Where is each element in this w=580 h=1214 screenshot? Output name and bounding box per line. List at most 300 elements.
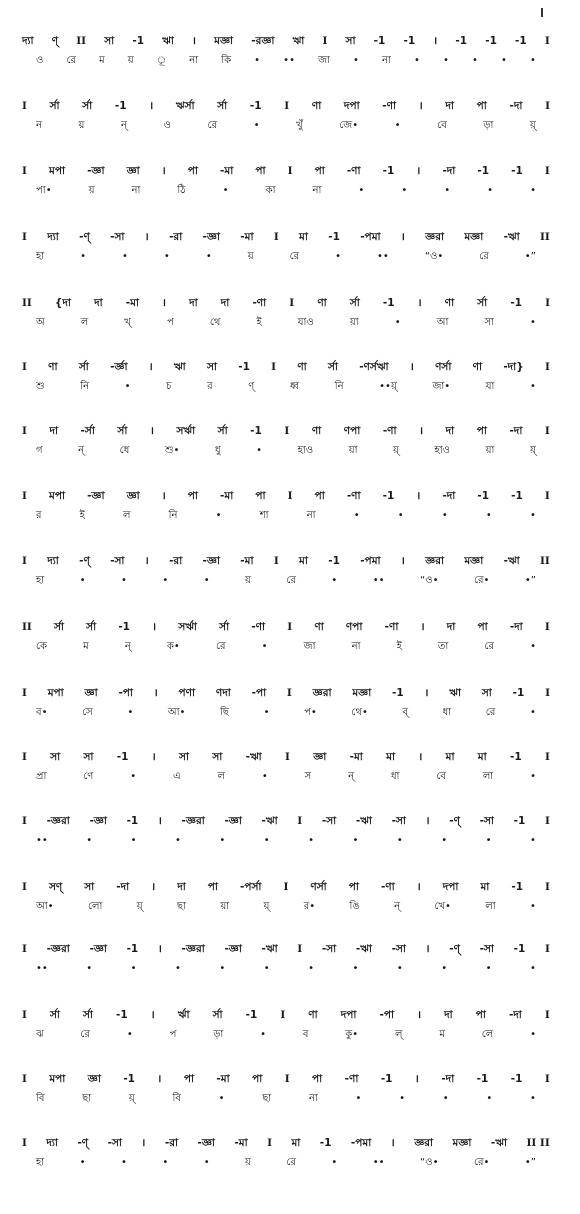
swara-note: জ্ঞা [84, 687, 98, 699]
swara-note: -জ্ঞা [89, 943, 107, 955]
swara-note: দা [445, 100, 454, 112]
lyric-line [22, 704, 550, 722]
lyric-syllable: রে [286, 575, 296, 586]
swara-note: পা [255, 490, 266, 502]
bar-line: । [151, 881, 156, 893]
swara-note: -মা [240, 555, 254, 567]
lyric-syllable: য়্ [128, 1093, 135, 1104]
swara-note: -1 [510, 1073, 523, 1085]
swara-note: -রজ্ঞা [251, 35, 275, 47]
bar-line: I [544, 35, 550, 47]
lyric-syllable: • [215, 510, 222, 521]
swara-note: -1 [249, 100, 262, 112]
swara-line [22, 1068, 550, 1090]
lyric-syllable: ও [163, 120, 171, 131]
bar-line: । [409, 361, 414, 373]
lyric-syllable: • [86, 963, 93, 974]
swara-note: ঋা [292, 35, 305, 47]
swara-line [22, 1004, 550, 1026]
swara-note: সা [481, 687, 492, 699]
swara-line [22, 746, 550, 768]
swara-note: ণা [444, 297, 455, 309]
swara-note: র্সা [217, 425, 228, 437]
lyric-syllable: শা [259, 510, 269, 521]
lyric-line [22, 898, 550, 916]
bar-line: I [22, 815, 27, 827]
notation-system [22, 356, 550, 400]
lyric-syllable: • [86, 835, 93, 846]
lyric-syllable: ব [302, 1029, 309, 1040]
bar-line: I [283, 881, 289, 893]
swara-note: -পর্সা [239, 881, 262, 893]
swara-note: -দা [508, 1009, 522, 1021]
swara-note: -জ্ঞরা [181, 815, 205, 827]
swara-note: জ্ঞরা [414, 1137, 434, 1149]
lyric-syllable: য় [245, 575, 251, 586]
bar-line: । [418, 100, 423, 112]
lyric-syllable: খুঁ [296, 120, 303, 131]
lyric-syllable: ণে [83, 771, 94, 782]
swara-note: -1 [123, 1073, 135, 1085]
swara-line [22, 876, 550, 898]
lyric-syllable: য়্ [263, 901, 270, 912]
swara-note: -সা [479, 943, 494, 955]
bar-line: । [150, 1009, 155, 1021]
bar-line: I [544, 490, 550, 502]
bar-line: I [284, 100, 290, 112]
swara-note: -সা [321, 943, 337, 955]
swara-note: -1 [382, 165, 395, 177]
swara-note: মজ্ঞা [464, 231, 484, 243]
lyric-syllable: • [122, 251, 128, 262]
lyric-syllable: • [441, 835, 448, 846]
lyric-syllable: হাও [297, 445, 314, 456]
lyric-syllable: • [358, 185, 365, 196]
swara-note: পা [312, 1073, 323, 1085]
lyric-syllable: • [530, 641, 536, 652]
swara-line [22, 938, 550, 960]
lyric-syllable: ণ্ [248, 381, 255, 392]
notation-system [22, 226, 550, 270]
bar-line: । [416, 490, 421, 502]
swara-note: -মা [220, 490, 234, 502]
bar-line: । [416, 881, 421, 893]
lyric-syllable: • [353, 510, 360, 521]
bar-line: I [287, 621, 293, 633]
bar-line: । [152, 621, 157, 633]
swara-note: -মা [234, 1137, 248, 1149]
lyric-syllable: হাও [434, 445, 451, 456]
swara-note: দা [94, 297, 103, 309]
lyric-syllable: প• [304, 707, 317, 718]
swara-note: -ণা [382, 100, 397, 112]
swara-note: -ণ্ [79, 555, 90, 567]
swara-note: -মা [125, 297, 139, 309]
lyric-syllable: না [308, 1093, 318, 1104]
lyric-syllable: খ্ [124, 317, 131, 328]
lyric-syllable: ••য়্ [379, 381, 397, 392]
lyric-syllable: ড়া [213, 1029, 224, 1040]
bar-line: I [22, 687, 27, 699]
bar-line: । [425, 943, 430, 955]
lyric-syllable: র [36, 510, 42, 521]
bar-line: । [416, 165, 421, 177]
swara-note: -1 [382, 297, 395, 309]
bar-line: I [284, 1073, 290, 1085]
swara-note: সা [179, 751, 190, 763]
lyric-syllable: গ [36, 445, 43, 456]
swara-note: ণা [317, 297, 327, 309]
swara-note: -পা [379, 1009, 395, 1021]
swara-line [22, 292, 550, 314]
swara-note: -জ্ঞরা [46, 815, 70, 827]
lyric-syllable: ব্ [402, 707, 409, 718]
lyric-syllable: • [442, 55, 449, 66]
swara-note: -পা [251, 687, 267, 699]
swara-line [22, 616, 550, 638]
lyric-syllable: হা [36, 1157, 45, 1168]
notation-system [22, 420, 550, 464]
swara-note: -পমা [350, 1137, 372, 1149]
swara-note: -1 [513, 943, 526, 955]
swara-note: -1 [477, 490, 490, 502]
lyric-syllable: ধা [390, 771, 400, 782]
lyric-syllable: ব• [36, 707, 48, 718]
swara-note: -দা [442, 165, 456, 177]
swara-note: -1 [126, 943, 139, 955]
lyric-syllable: • [530, 1093, 536, 1104]
bar-line: I [284, 425, 290, 437]
swara-note: দ্যা [47, 555, 59, 567]
swara-note: -দা [442, 490, 456, 502]
swara-note: র্সা [117, 425, 128, 437]
lyric-syllable: সে [82, 707, 93, 718]
lyric-syllable: • [486, 1093, 493, 1104]
swara-line [22, 485, 550, 507]
bar-line: । [400, 555, 405, 567]
lyric-syllable: যা [485, 381, 495, 392]
lyric-syllable: লো [87, 901, 103, 912]
notation-system [22, 292, 550, 336]
lyric-syllable: • [352, 963, 359, 974]
bar-line: I [22, 943, 27, 955]
swara-note: -1 [319, 1137, 332, 1149]
bar-line: । [400, 231, 405, 243]
lyric-syllable: সা [484, 317, 494, 328]
lyric-syllable: ধা [442, 707, 452, 718]
swara-note: -জ্ঞা [87, 165, 105, 177]
lyric-syllable: • [487, 185, 494, 196]
bar-line: I [544, 815, 550, 827]
swara-note: -সা [107, 1137, 122, 1149]
lyric-syllable: য়া [485, 445, 495, 456]
bar-line: I [545, 297, 550, 309]
swara-note: জ্ঞা [87, 1073, 101, 1085]
lyric-syllable: ধু [214, 445, 221, 456]
swara-note: মজ্ঞা [214, 35, 234, 47]
lyric-syllable: কু• [345, 1029, 359, 1040]
swara-line [22, 30, 550, 52]
lyric-syllable: • [401, 185, 408, 196]
swara-note: -জ্ঞা [89, 815, 107, 827]
lyric-syllable: য় [78, 120, 85, 131]
bar-line: । [414, 1073, 419, 1085]
notation-system [22, 938, 550, 982]
lyric-syllable: • [79, 575, 86, 586]
lyric-syllable: “ও• [420, 575, 439, 586]
lyric-syllable: নি [168, 510, 178, 521]
margin-mark [541, 8, 543, 17]
swara-note: দা [177, 881, 186, 893]
lyric-syllable: য়া [348, 445, 358, 456]
lyric-syllable: • [260, 1029, 267, 1040]
swara-note: ণা [314, 621, 324, 633]
lyric-syllable: • [219, 835, 226, 846]
lyric-syllable: • [124, 381, 131, 392]
swara-note: ণদা [215, 687, 231, 699]
bar-line: । [425, 815, 430, 827]
bar-line: । [433, 35, 438, 47]
lyric-syllable: • [444, 185, 451, 196]
swara-note: র্ঋা [177, 1009, 190, 1021]
swara-note: সা [206, 361, 217, 373]
lyric-syllable: • [331, 575, 338, 586]
bar-line: । [161, 165, 166, 177]
lyric-syllable: কে [36, 641, 48, 652]
swara-note: ণা [297, 361, 307, 373]
swara-note: দা [444, 1009, 453, 1021]
swara-note: -পা [118, 687, 133, 699]
lyric-syllable: য়্ [529, 445, 536, 456]
swara-note: -ঋা [355, 943, 372, 955]
swara-note: -ঋা [261, 815, 278, 827]
lyric-syllable: • [529, 707, 536, 718]
swara-line [22, 160, 550, 182]
lyric-syllable: • [485, 510, 492, 521]
bar-line: I [544, 165, 550, 177]
notation-system [22, 550, 550, 594]
swara-note: মা [480, 881, 490, 893]
lyric-syllable: • [394, 120, 401, 131]
swara-note: -সা [110, 555, 125, 567]
lyric-syllable: ঠি [177, 185, 186, 196]
lyric-line [22, 314, 550, 332]
swara-note: -1 [403, 35, 416, 47]
swara-note: -1 [118, 621, 130, 633]
lyric-syllable: • [175, 835, 181, 846]
lyric-syllable: ই [256, 317, 262, 328]
lyric-syllable: শু• [164, 445, 180, 456]
swara-note: পা [314, 165, 325, 177]
swara-note: দপা [343, 100, 360, 112]
bar-line: I [287, 490, 293, 502]
lyric-syllable: ধ্ব [289, 381, 300, 392]
lyric-syllable: রে [66, 55, 77, 66]
swara-note: {দা [54, 297, 71, 309]
swara-note: -দা [509, 621, 523, 633]
bar-line: । [144, 231, 149, 243]
bar-line: I [22, 555, 27, 567]
lyric-syllable: প [169, 1029, 177, 1040]
lyric-syllable: • [219, 963, 226, 974]
lyric-syllable: ছা [262, 1093, 272, 1104]
notation-system [22, 95, 550, 139]
lyric-syllable: না [131, 185, 141, 196]
swara-note: -ণ্ [449, 943, 460, 955]
bar-line: II [539, 555, 550, 567]
swara-note: -ঋা [245, 751, 262, 763]
lyric-syllable: জে• [339, 120, 359, 131]
swara-note: -জ্ঞা [197, 1137, 215, 1149]
swara-note: -সা [110, 231, 125, 243]
swara-note: -দা [509, 425, 523, 437]
swara-note: -1 [250, 425, 262, 437]
bar-line: II II [526, 1137, 550, 1149]
swara-note: -ঋা [490, 1137, 507, 1149]
lyric-syllable: • [126, 1029, 133, 1040]
swara-note: -ঋা [503, 555, 520, 567]
lyric-syllable: • [485, 835, 492, 846]
lyric-syllable: য়্ [136, 901, 143, 912]
notation-system [22, 485, 550, 529]
lyric-syllable: • [394, 317, 401, 328]
lyric-syllable: • [263, 835, 270, 846]
swara-note: -মা [216, 1073, 230, 1085]
swara-note: পা [252, 1073, 263, 1085]
lyric-syllable: • [441, 510, 448, 521]
lyric-syllable: য়া [349, 317, 359, 328]
swara-note: পা [187, 165, 198, 177]
bar-line: I [544, 1009, 550, 1021]
bar-line: II [539, 231, 550, 243]
lyric-syllable: চ [166, 381, 172, 392]
swara-note: র্সা [78, 361, 89, 373]
lyric-syllable: য়্ [529, 120, 536, 131]
lyric-syllable: ল [217, 771, 225, 782]
swara-note: র্সা [217, 100, 228, 112]
swara-note: -সা [479, 815, 494, 827]
lyric-syllable: য় [247, 251, 254, 262]
lyric-syllable: হা [36, 575, 45, 586]
notation-system [22, 746, 550, 790]
swara-note: -1 [455, 35, 468, 47]
swara-note: ণা [472, 361, 483, 373]
swara-note: মপা [47, 687, 64, 699]
swara-line [22, 810, 550, 832]
bar-line: । [162, 297, 167, 309]
lyric-syllable: ল [80, 317, 89, 328]
lyric-syllable: জা [318, 55, 330, 66]
lyric-syllable: নি [80, 381, 90, 392]
lyric-syllable: ধে [119, 445, 130, 456]
bar-line: I [22, 1137, 27, 1149]
swara-note: ঋা [162, 35, 174, 47]
bar-line: । [424, 687, 429, 699]
bar-line: । [157, 1073, 162, 1085]
lyric-syllable: ন্ [121, 120, 127, 131]
swara-note: র্সা [327, 361, 338, 373]
lyric-syllable: • [471, 55, 478, 66]
swara-note: -ঋা [503, 231, 520, 243]
swara-note: -জ্ঞরা [181, 943, 205, 955]
lyric-syllable: • [130, 771, 137, 782]
swara-note: দ্যা [47, 231, 59, 243]
lyric-syllable: • [396, 963, 403, 974]
swara-note: মা [477, 751, 487, 763]
lyric-syllable: রে• [473, 575, 490, 586]
bar-line: I [544, 425, 550, 437]
lyric-line [22, 638, 550, 656]
lyric-syllable: • [530, 771, 536, 782]
lyric-syllable: শু [36, 381, 45, 392]
bar-line: । [417, 297, 422, 309]
lyric-syllable: • [203, 575, 210, 586]
swara-note: ণা [48, 361, 58, 373]
lyric-syllable: ই [396, 641, 402, 652]
lyric-syllable: • [261, 641, 268, 652]
lyric-syllable: • [441, 963, 448, 974]
swara-note: -ণা [384, 621, 399, 633]
bar-line: I [22, 231, 27, 243]
swara-note: ণ্ [51, 35, 59, 47]
swara-note: -1 [509, 751, 522, 763]
swara-note: জ্ঞরা [425, 231, 445, 243]
lyric-syllable: এ [173, 771, 181, 782]
bar-line: । [157, 815, 162, 827]
swara-note: দা [446, 621, 456, 633]
swara-note: -ণা [380, 881, 395, 893]
swara-line [22, 95, 550, 117]
lyric-syllable: রে [286, 1157, 296, 1168]
swara-note: সা [212, 751, 223, 763]
swara-note: -জ্ঞা [202, 231, 220, 243]
swara-note: ণা [311, 425, 322, 437]
bar-line: । [157, 943, 162, 955]
swara-note: পা [477, 621, 488, 633]
swara-note: -ঋা [261, 943, 278, 955]
lyric-syllable: • [530, 901, 536, 912]
swara-note: ণা [308, 1009, 318, 1021]
lyric-syllable: প্রা [36, 771, 47, 782]
swara-note: দা [189, 297, 198, 309]
swara-note: জ্ঞরা [425, 555, 445, 567]
swara-note: মজ্ঞা [452, 1137, 472, 1149]
bar-line: I [22, 361, 27, 373]
lyric-syllable: বি [172, 1093, 181, 1104]
swara-note: -ণ্ [79, 231, 90, 243]
swara-note: র্সা [83, 1009, 93, 1021]
swara-note: -1 [126, 815, 139, 827]
bar-line: I [289, 297, 295, 309]
swara-note: সা [84, 881, 95, 893]
lyric-syllable: • [80, 251, 87, 262]
lyric-syllable: লা [482, 771, 494, 782]
lyric-syllable: • [355, 1093, 362, 1104]
swara-line [22, 226, 550, 248]
bar-line: II [22, 297, 32, 309]
swara-note: -দা} [503, 361, 524, 373]
lyric-syllable: না [306, 510, 316, 521]
lyric-syllable: •• [372, 1157, 385, 1168]
swara-note: র্সা [86, 621, 97, 633]
lyric-syllable: য়া [220, 901, 230, 912]
lyric-syllable: ছি [220, 707, 229, 718]
lyric-syllable: • [529, 55, 536, 66]
swara-note: -সা [321, 815, 337, 827]
swara-note: র্সা [82, 100, 93, 112]
lyric-syllable: রে [484, 641, 494, 652]
swara-note: পা [183, 1073, 194, 1085]
